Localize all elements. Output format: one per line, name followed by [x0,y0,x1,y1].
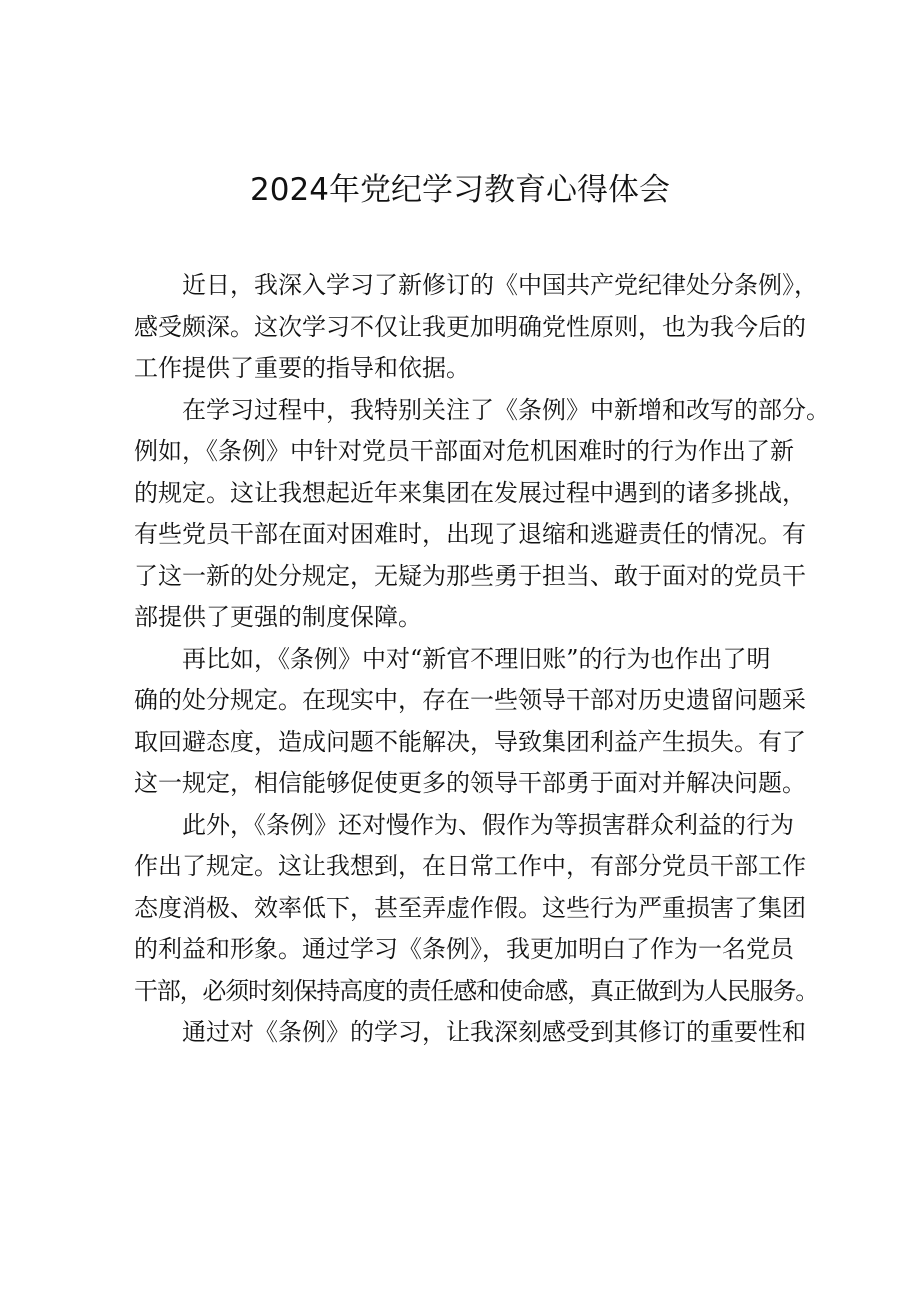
paragraph-1 [134,265,818,390]
paragraph-line: 作出了规定。这让我想到，在日常工作中，有部分党员干部工作 [134,852,806,880]
paragraph-line: 感受颇深。这次学习不仅让我更加明确党性原则，也为我今后的 [134,312,806,341]
paragraph-line: 例如，《条例》中针对党员干部面对危机困难时的行为作出了新 [134,437,794,465]
document-body [134,265,830,1054]
paragraph-line: 的规定。这让我想起近年来集团在发展过程中遇到的诸多挑战， [134,478,806,507]
paragraph-line: 再比如，《条例》中对“新官不理旧账”的行为也作出了明 [182,644,771,673]
paragraph-line: 有些党员干部在面对困难时，出现了退缩和逃避责任的情况。有 [134,520,806,548]
paragraph-line: 工作提供了重要的指导和依据。 [134,354,470,382]
paragraph-line: 确的处分规定。在现实中，存在一些领导干部对历史遗留问题采 [134,686,806,714]
paragraph-line: 态度消极、效率低下，甚至弄虚作假。这些行为严重损害了集团 [134,893,806,922]
paragraph-line: 了这一新的处分规定，无疑为那些勇于担当、敢于面对的党员干 [134,561,806,590]
paragraph-line: 取回避态度，造成问题不能解决，导致集团利益产生损失。有了 [134,727,806,756]
paragraph-line: 干部，必须时刻保持高度的责任感和使命感，真正做到为人民服务。 [134,976,818,1005]
paragraph-line: 这一规定，相信能够促使更多的领导干部勇于面对并解决问题。 [134,769,806,797]
document-title: 2024年党纪学习教育心得体会 [250,172,670,208]
paragraph-line: 此外，《条例》还对慢作为、假作为等损害群众利益的行为 [182,810,794,839]
paragraph-5 [134,1012,806,1054]
paragraph-line: 通过对《条例》的学习，让我深刻感受到其修订的重要性和 [182,1018,806,1046]
paragraph-line: 的利益和形象。通过学习《条例》，我更加明白了作为一名党员 [134,935,794,963]
paragraph-line: 部提供了更强的制度保障。 [134,603,422,631]
paragraph-4 [134,805,818,1013]
paragraph-2 [134,390,830,639]
paragraph-3 [134,639,806,805]
paragraph-line: 近日，我深入学习了新修订的《中国共产党纪律处分条例》， [182,271,818,299]
paragraph-line: 在学习过程中，我特别关注了《条例》中新增和改写的部分。 [182,395,830,424]
